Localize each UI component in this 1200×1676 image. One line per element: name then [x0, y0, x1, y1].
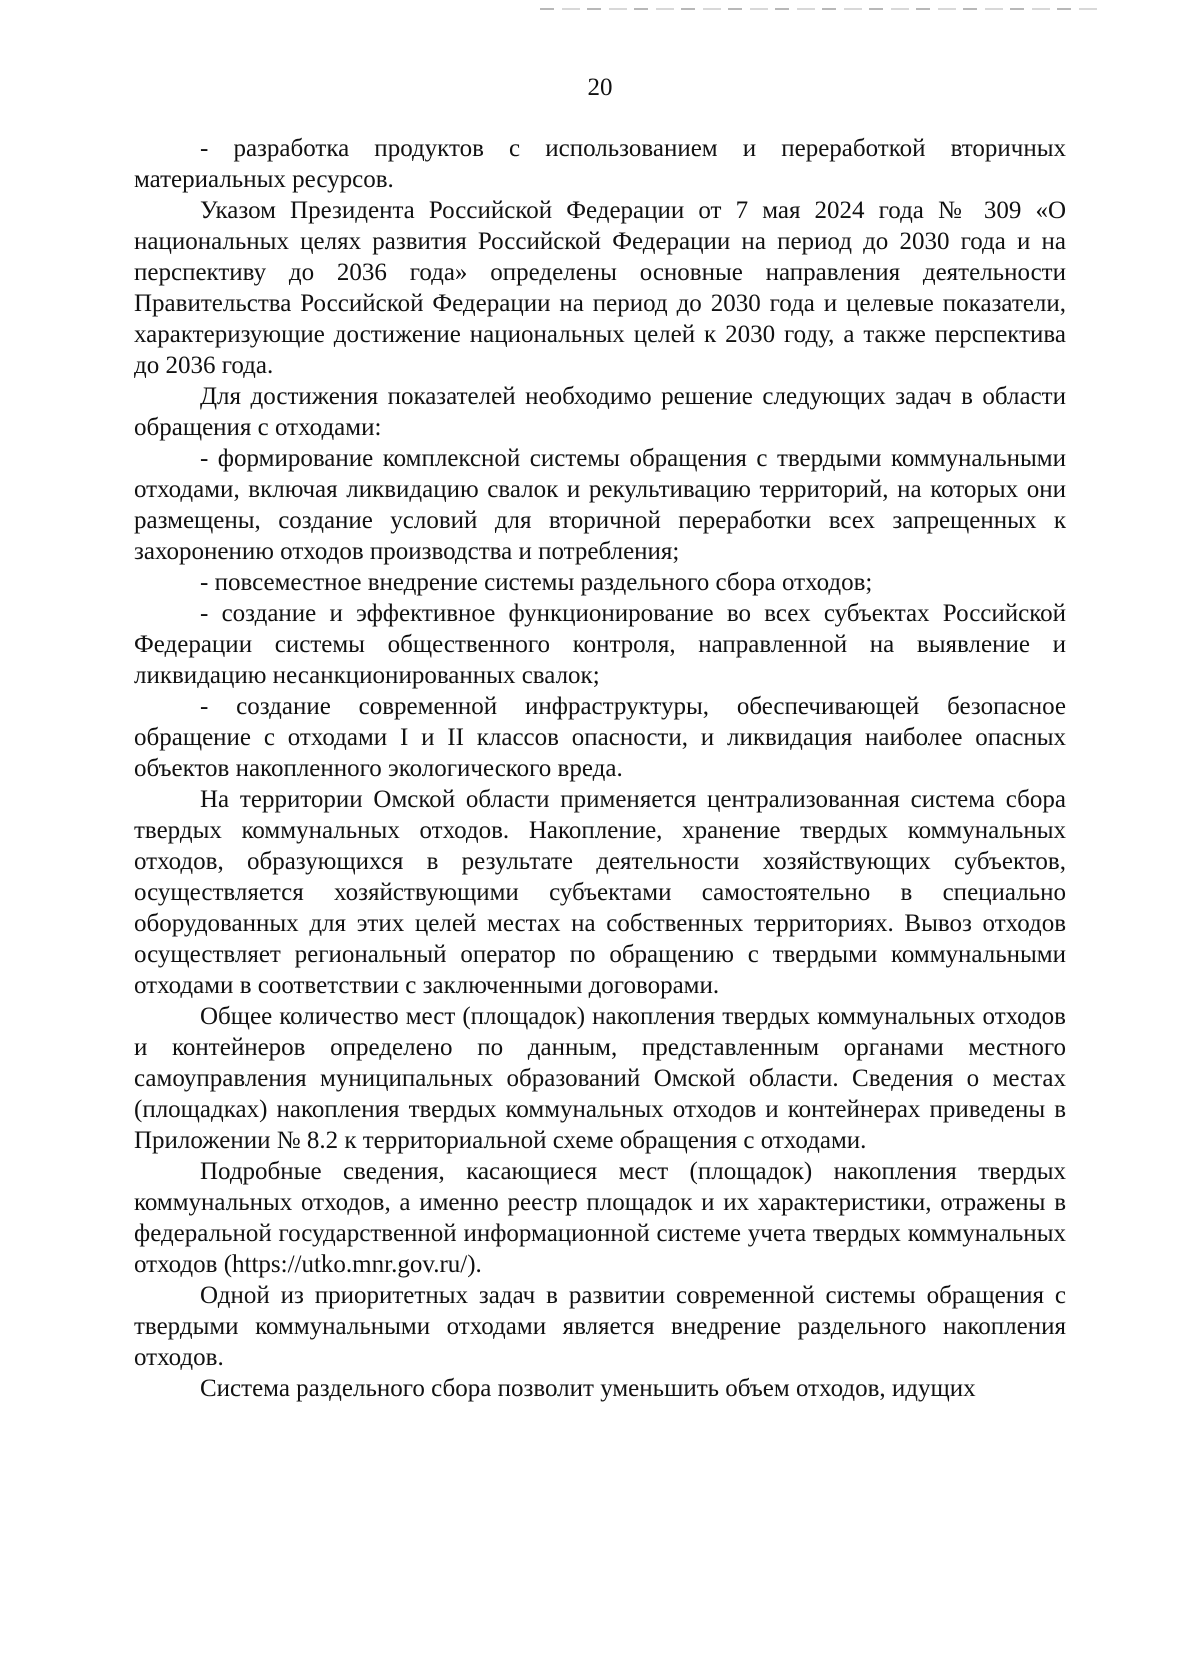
- paragraph: - создание современной инфраструктуры, обеспечивающей безопасное обращение с отходами I и II классов опасности, и ликвидация наиболее опасных объектов накопленного экологического вреда.: [134, 693, 1066, 782]
- paragraph: - повсеместное внедрение системы раздельного сбора отходов;: [200, 569, 873, 596]
- paragraph: Система раздельного сбора позволит уменьшить объем отходов, идущих: [200, 1375, 976, 1402]
- paragraph: Одной из приоритетных задач в развитии современной системы обращения с твердыми коммунальными отходами является внедрение раздельного накопления отходов.: [134, 1282, 1066, 1371]
- document-body: [134, 133, 1066, 1404]
- paragraph: - разработка продуктов с использованием и переработкой вторичных материальных ресурсов.: [134, 135, 1066, 193]
- paragraph: Подробные сведения, касающиеся мест (площадок) накопления твердых коммунальных отходов, а именно реестр площадок и их характеристики, отражены в федеральной государственной информационной системе учета твердых коммунальных отходов (https://utko.mnr.gov.ru/).: [134, 1158, 1066, 1278]
- paragraph: Общее количество мест (площадок) накопления твердых коммунальных отходов и контейнеров определено по данным, представленным органами местного самоуправления муниципальных образований Омской области. Сведения о местах (площадках) накопления твердых коммунальных отходов и контейнерах приведены в Приложении № 8.2 к территориальной схеме обращения с отходами.: [134, 1003, 1066, 1154]
- page-number: 20: [587, 74, 613, 101]
- paragraph: На территории Омской области применяется централизованная система сбора твердых коммунальных отходов. Накопление, хранение твердых коммунальных отходов, образующихся в результате деятельности хозяйствующих субъектов, осуществляется хозяйствующими субъектами самостоятельно в специально оборудованных для этих целей местах на собственных территориях. Вывоз отходов осуществляет региональный оператор по обращению с твердыми коммунальными отходами в соответствии с заключенными договорами.: [134, 786, 1066, 999]
- paragraph: Для достижения показателей необходимо решение следующих задач в области обращения с отходами:: [134, 383, 1066, 441]
- paragraph: - создание и эффективное функционирование во всех субъектах Российской Федерации системы общественного контроля, направленной на выявление и ликвидацию несанкционированных свалок;: [134, 600, 1066, 689]
- scan-artifact-line: [540, 8, 1100, 10]
- paragraph: - формирование комплексной системы обращения с твердыми коммунальными отходами, включая ликвидацию свалок и рекультивацию территорий, на которых они размещены, создание условий для вторичной переработки всех запрещенных к захоронению отходов производства и потребления;: [134, 445, 1066, 565]
- paragraph: Указом Президента Российской Федерации от 7 мая 2024 года № 309 «О национальных целях развития Российской Федерации на период до 2030 года и на перспективу до 2036 года» определены основные направления деятельности Правительства Российской Федерации на период до 2030 года и целевые показатели, характеризующие достижение национальных целей к 2030 году, а также перспектива до 2036 года.: [134, 197, 1066, 379]
